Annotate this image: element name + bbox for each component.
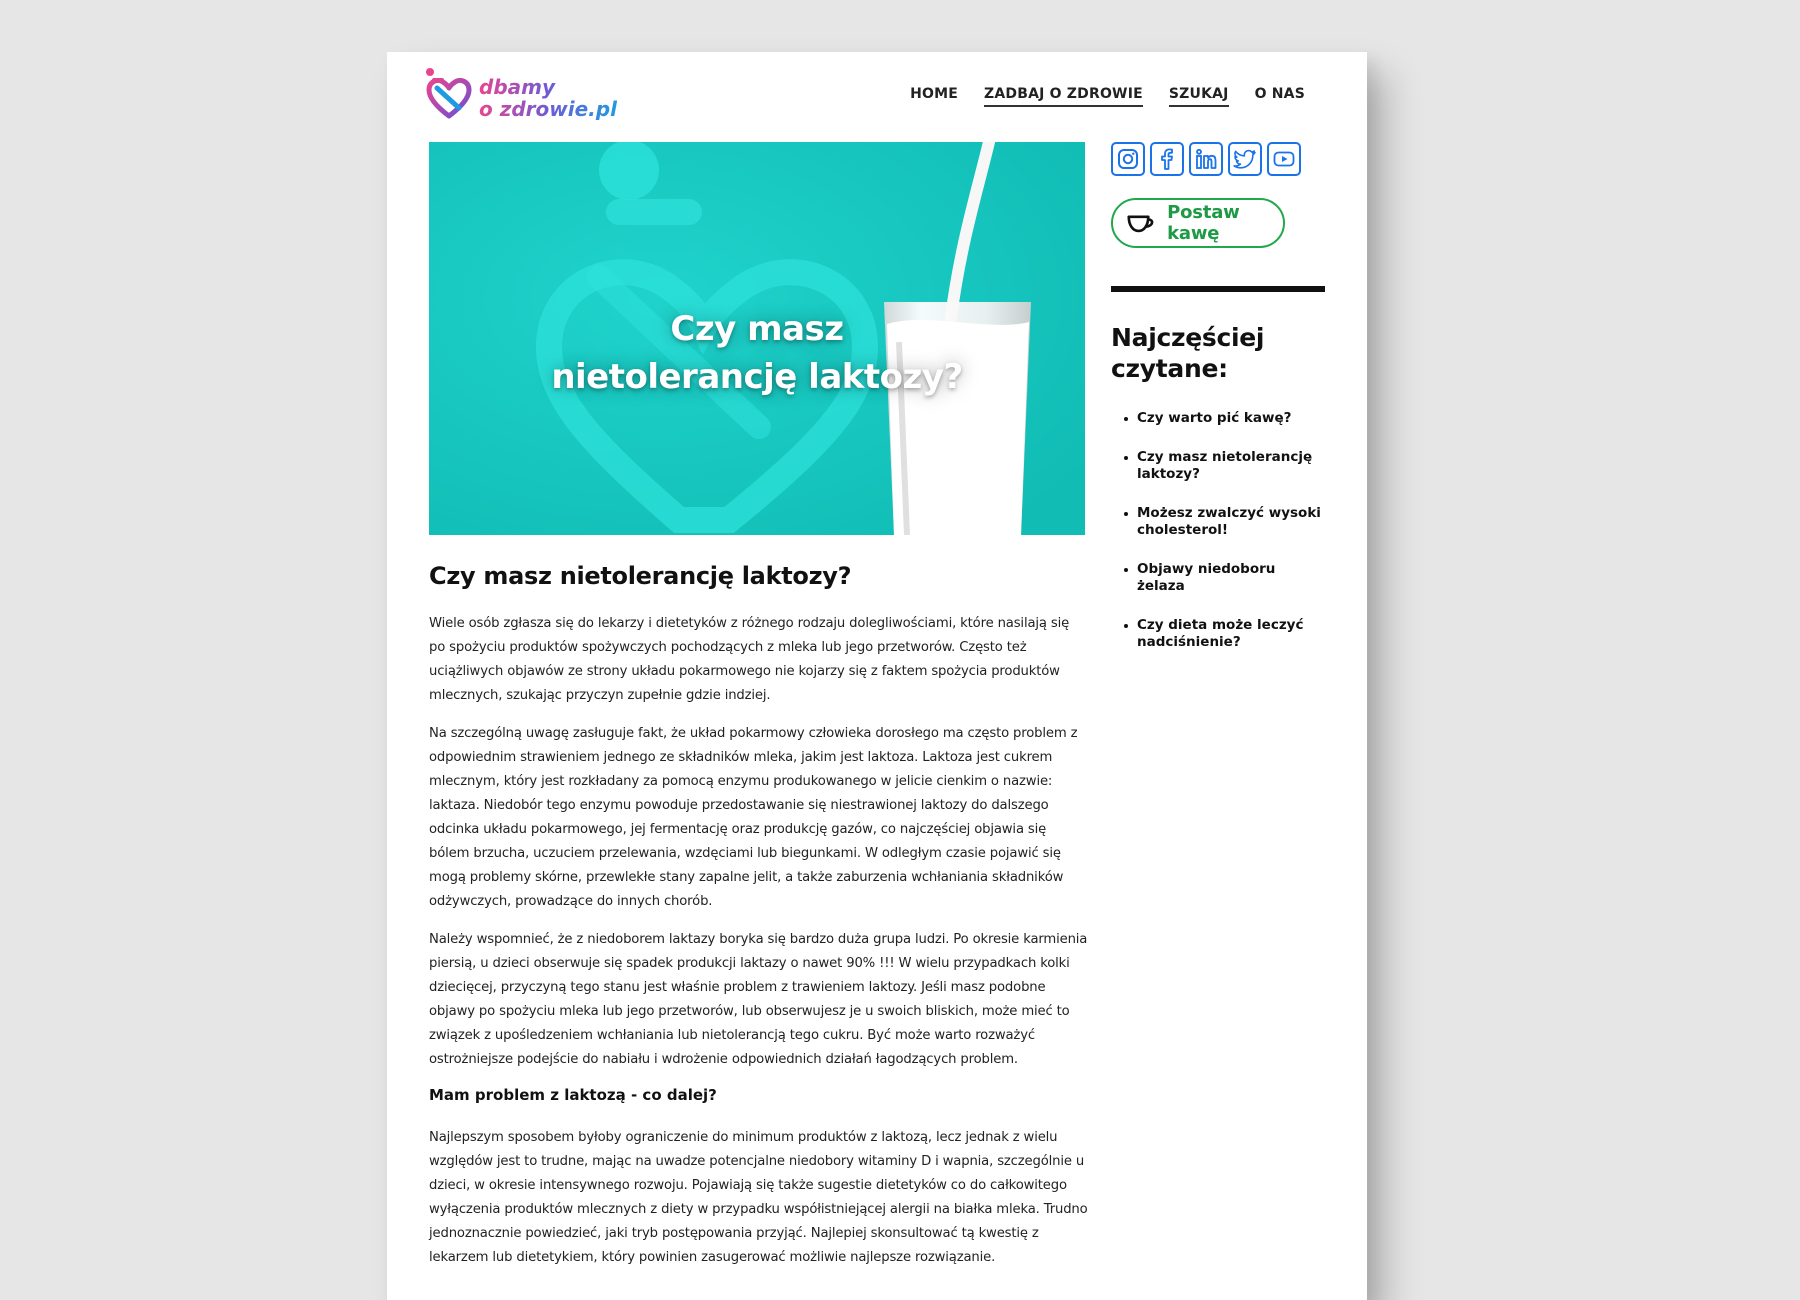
logo-text xyxy=(479,76,617,120)
nav-zadbaj[interactable]: ZADBAJ O ZDROWIE xyxy=(984,86,1143,107)
site-logo[interactable] xyxy=(423,66,623,126)
social-links xyxy=(1111,142,1327,176)
nav-home[interactable]: HOME xyxy=(910,86,959,102)
facebook-icon[interactable] xyxy=(1150,142,1184,176)
youtube-icon[interactable] xyxy=(1267,142,1301,176)
page-sheet xyxy=(387,52,1367,1300)
logo-line1: dbamy xyxy=(479,75,556,99)
article xyxy=(429,562,1089,1284)
coffee-cup-icon xyxy=(1127,211,1157,235)
article-subtitle: Mam problem z laktozą - co dalej? xyxy=(429,1086,717,1104)
hero-title-line1: Czy masz xyxy=(670,309,844,349)
popular-item[interactable]: Objawy niedoboru żelaza xyxy=(1111,561,1327,595)
hero-image xyxy=(429,142,1085,535)
article-title: Czy masz nietolerancję laktozy? xyxy=(429,562,852,590)
popular-item[interactable]: Czy masz nietolerancję laktozy? xyxy=(1111,449,1327,483)
nav-o-nas[interactable]: O NAS xyxy=(1254,86,1305,102)
popular-item[interactable]: Możesz zwalczyć wysoki cholesterol! xyxy=(1111,505,1327,539)
instagram-icon[interactable] xyxy=(1111,142,1145,176)
popular-list xyxy=(1111,410,1327,651)
hero-decor-dot xyxy=(599,142,659,200)
article-paragraph-3: Należy wspomnieć, że z niedoborem laktazy boryka się bardzo duża grupa ludzi. Po okresie karmienia piersią, u dzieci obserwuje się spadek produkcji laktazy o nawet 90% !!! W wielu przypadkach kolki dziecięcej, przyczyną tego stanu jest właśnie problem z trawieniem laktozy. Jeśli masz podobne objawy po spożyciu mleka lub jego przetworów, lub obserwujesz je u swoich bliskich, może mieć to związek z upośledzeniem wchłaniania lub nietolerancją tego cukru. Być może warto rozważyć ostrożniejsze podejście do nabiału i wdrożenie odpowiednich działań łagodzących problem. xyxy=(429,932,1088,1067)
main-nav xyxy=(910,86,1305,107)
article-paragraph-1: Wiele osób zgłasza się do lekarzy i dietetyków z różnego rodzaju dolegliwościami, które nasilają się po spożyciu produktów spożywczych pochodzących z mleka lub jego przetworów. Często też uciążliwych objawów ze strony układu pokarmowego nie kojarzy się z faktem spożycia produktów mlecznych, szukając przyczyn zupełnie gdzie indziej. xyxy=(429,616,1070,703)
twitter-icon[interactable] xyxy=(1228,142,1262,176)
popular-item[interactable]: Czy warto pić kawę? xyxy=(1111,410,1327,427)
article-paragraph-4: Najlepszym sposobem byłoby ograniczenie do minimum produktów z laktozą, lecz jednak z wielu względów jest to trudne, mając na uwadze potencjalne niedobory witaminy D i wapnia, szczególnie u dzieci, w okresie intensywnego rozwoju. Pojawiają się także sugestie dietetyków co do całkowitego wyłączenia produktów mlecznych z diety w przypadku współistniejącej alergii na białka mleka. Trudno jednoznacznie powiedzieć, jaki tryb postępowania przyjąć. Najlepiej skonsultować tą kwestię z lekarzem lub dietetykiem, który powinien zasugerować możliwie najlepsze rozwiązanie. xyxy=(429,1130,1088,1265)
hero-title-line2: nietolerancję laktozy? xyxy=(551,357,963,397)
sidebar-divider xyxy=(1111,286,1325,292)
buy-coffee-button[interactable] xyxy=(1111,198,1285,248)
heart-logo-icon xyxy=(423,66,475,122)
sidebar xyxy=(1111,142,1327,673)
logo-line2: o zdrowie.pl xyxy=(479,97,617,121)
popular-title: Najczęściej czytane: xyxy=(1111,323,1265,383)
popular-item[interactable]: Czy dieta może leczyć nadciśnienie? xyxy=(1111,617,1327,651)
article-paragraph-2: Na szczególną uwagę zasługuje fakt, że układ pokarmowy człowieka dorosłego ma często problem z odpowiednim strawieniem jednego ze składników mleka, jakim jest laktoza. Laktoza jest cukrem mlecznym, który jest rozkładany za pomocą enzymu produkowanego w jelicie cienkim o nazwie: laktaza. Niedobór tego enzymu powoduje przedostawanie się niestrawionej laktozy do dalszego odcinka układu pokarmowego, jej fermentację oraz produkcję gazów, co najczęściej objawia się bólem brzucha, uczuciem przelewania, wzdęciami lub biegunkami. W odległym czasie pojawić się mogą problemy skórne, przewlekłe stany zapalne jelit, a także zaburzenia wchłaniania składników odżywczych, prowadzące do innych chorób. xyxy=(429,726,1078,909)
nav-szukaj[interactable]: SZUKAJ xyxy=(1169,86,1229,107)
hero-title xyxy=(429,305,1085,401)
linkedin-icon[interactable] xyxy=(1189,142,1223,176)
buy-coffee-label: Postaw kawę xyxy=(1167,202,1240,244)
